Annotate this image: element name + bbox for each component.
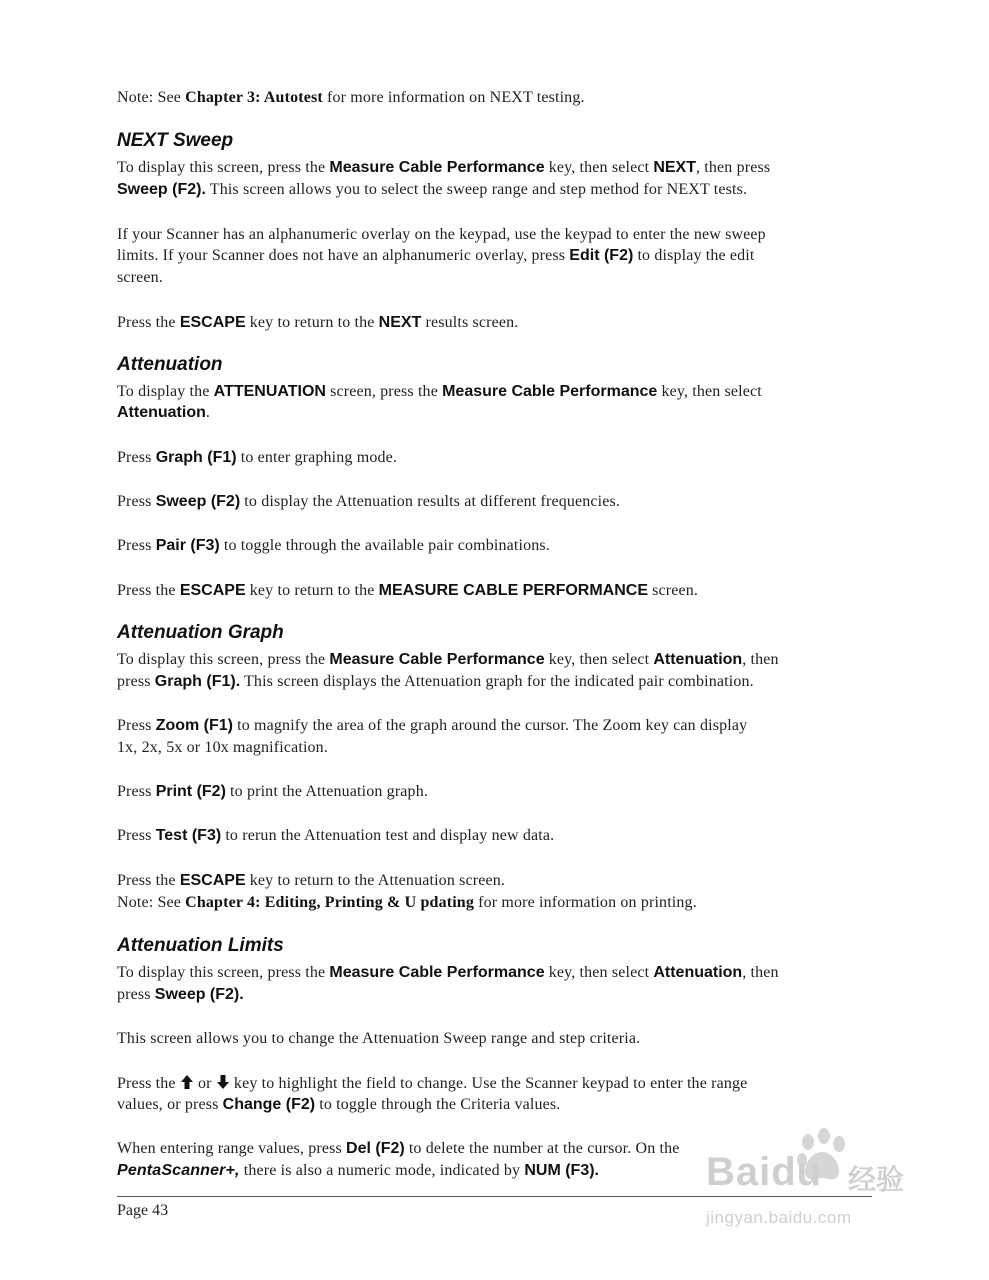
arrow-down-icon — [216, 1074, 230, 1095]
note-chapter4: Note: See Chapter 4: Editing, Printing & U pdating for more information on printing. — [117, 894, 697, 911]
paragraph-zoom-line2: 1x, 2x, 5x or 10x magnification. — [117, 739, 328, 756]
paragraph-escape-next: Press the ESCAPE key to return to the NEXT results screen. — [117, 314, 519, 331]
heading-attenuation-limits: Attenuation Limits — [117, 935, 284, 956]
arrow-up-icon — [180, 1074, 194, 1095]
paragraph-arrow-keys-line1: Press the or key to highlight the field to change. Use the Scanner keypad to enter the range — [117, 1074, 747, 1095]
paragraph-arrow-keys-line2: values, or press Change (F2) to toggle through the Criteria values. — [117, 1096, 561, 1113]
paragraph-sweep-range: This screen allows you to change the Attenuation Sweep range and step criteria. — [117, 1030, 641, 1047]
paragraph-attenuation-line1: To display the ATTENUATION screen, press the Measure Cable Performance key, then select — [117, 383, 762, 400]
paragraph-att-graph-line1: To display this screen, press the Measure Cable Performance key, then select Attenuation, then — [117, 651, 779, 668]
paragraph-overlay-line2: limits. If your Scanner does not have an alphanumeric overlay, press Edit (F2) to display the edit — [117, 247, 755, 264]
paragraph-att-limits-line2: press Sweep (F2). — [117, 986, 244, 1003]
paragraph-attenuation-line2: Attenuation. — [117, 404, 211, 421]
paragraph-overlay-line3: screen. — [117, 269, 163, 286]
page-number: Page 43 — [117, 1202, 169, 1219]
paragraph-overlay-line1: If your Scanner has an alphanumeric overlay on the keypad, use the keypad to enter the new sweep — [117, 226, 766, 243]
paragraph-del-line1: When entering range values, press Del (F2) to delete the number at the cursor. On the — [117, 1140, 680, 1157]
paragraph-next-sweep-line1: To display this screen, press the Measure Cable Performance key, then select NEXT, then press — [117, 159, 771, 176]
paragraph-print-f2: Press Print (F2) to print the Attenuation graph. — [117, 783, 429, 800]
paragraph-sweep-f2: Press Sweep (F2) to display the Attenuation results at different frequencies. — [117, 493, 621, 510]
paragraph-pair-f3: Press Pair (F3) to toggle through the available pair combinations. — [117, 537, 550, 554]
paragraph-del-line2: PentaScanner+, there is also a numeric mode, indicated by NUM (F3). — [117, 1162, 599, 1179]
paragraph-escape-attenuation: Press the ESCAPE key to return to the Attenuation screen. — [117, 872, 506, 889]
paragraph-test-f3: Press Test (F3) to rerun the Attenuation test and display new data. — [117, 827, 555, 844]
heading-attenuation-graph: Attenuation Graph — [117, 622, 284, 643]
note-chapter3: Note: See Chapter 3: Autotest for more information on NEXT testing. — [117, 89, 585, 106]
paragraph-att-limits-line1: To display this screen, press the Measure Cable Performance key, then select Attenuation, then — [117, 964, 779, 981]
paragraph-att-graph-line2: press Graph (F1). This screen displays the Attenuation graph for the indicated pair combination. — [117, 673, 754, 690]
paragraph-graph-f1: Press Graph (F1) to enter graphing mode. — [117, 449, 398, 466]
paragraph-zoom-line1: Press Zoom (F1) to magnify the area of the graph around the cursor. The Zoom key can display — [117, 717, 748, 734]
heading-attenuation: Attenuation — [117, 354, 223, 375]
baidu-watermark: Baidu 经验 jingyan.baidu.com — [706, 1128, 936, 1248]
paragraph-escape-measure: Press the ESCAPE key to return to the MEASURE CABLE PERFORMANCE screen. — [117, 582, 699, 599]
paragraph-next-sweep-line2: Sweep (F2). This screen allows you to select the sweep range and step method for NEXT tests. — [117, 181, 748, 198]
heading-next-sweep: NEXT Sweep — [117, 130, 234, 151]
